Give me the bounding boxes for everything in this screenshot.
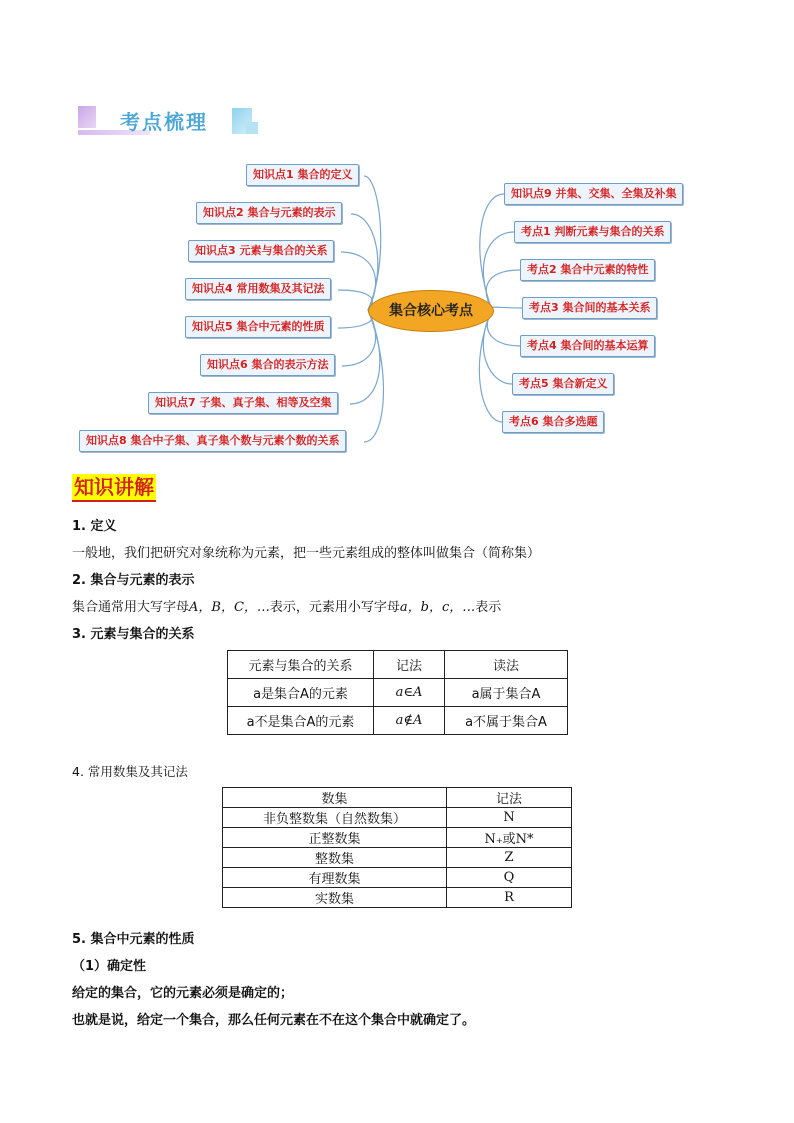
table-cell: a属于集合A: [445, 679, 568, 707]
mind-map-center: 集合核心考点: [368, 290, 494, 332]
mind-map-node-right-7: 考点6 集合多选题: [502, 411, 604, 433]
table-header-cell: 数集: [223, 788, 447, 808]
table-cell: N₊或N*: [447, 828, 572, 848]
section-1-title: 1. 定义: [72, 519, 117, 534]
table-cell: 有理数集: [223, 868, 447, 888]
mind-map-node-left-8: 知识点8 集合中子集、真子集个数与元素个数的关系: [79, 430, 346, 452]
section-2-upper-letters: A，B，C，…: [189, 600, 270, 615]
connector-right-7: [479, 310, 502, 422]
table-row: [223, 848, 572, 868]
table-header-cell: 读法: [445, 651, 568, 679]
mind-map-node-right-2: 考点1 判断元素与集合的关系: [514, 221, 671, 243]
table-cell: 整数集: [223, 848, 447, 868]
table-cell: a是集合A的元素: [228, 679, 374, 707]
table-cell: 正整数集: [223, 828, 447, 848]
header-decoration-right-small: [246, 122, 258, 134]
mind-map-node-right-6: 考点5 集合新定义: [512, 373, 614, 395]
section-2-text: [72, 596, 501, 615]
table-cell: Z: [447, 848, 572, 868]
table-row: [223, 808, 572, 828]
connector-left-4: [338, 290, 372, 310]
mind-map-node-left-2: 知识点2 集合与元素的表示: [196, 202, 342, 224]
mind-map: [0, 150, 794, 460]
table-cell: a不是集合A的元素: [228, 707, 374, 735]
table-header-row: [228, 651, 568, 679]
section-2-text-c: 表示: [475, 600, 502, 615]
mind-map-node-right-3: 考点2 集合中元素的特性: [520, 259, 655, 281]
main-heading: 知识讲解: [72, 474, 156, 502]
table-row: [228, 707, 568, 735]
number-sets-table: [222, 787, 572, 908]
mind-map-node-right-4: 考点3 集合间的基本关系: [522, 297, 657, 319]
section-title: 考点梳理: [120, 110, 208, 134]
section-5-subtitle: （1）确定性: [72, 959, 147, 974]
table-cell: a不属于集合A: [445, 707, 568, 735]
table-cell: a∈A: [374, 679, 445, 707]
section-4-title: 4. 常用数集及其记法: [72, 764, 188, 779]
section-5-line-2: 也就是说，给定一个集合，那么任何元素在不在这个集合中就确定了。: [72, 1013, 476, 1028]
section-2-title: 2. 集合与元素的表示: [72, 573, 195, 588]
table-header-cell: 元素与集合的关系: [228, 651, 374, 679]
mind-map-node-left-1: 知识点1 集合的定义: [246, 164, 359, 186]
element-set-relation-table: [227, 650, 568, 735]
mind-map-node-left-3: 知识点3 元素与集合的关系: [188, 240, 334, 262]
table-cell: Q: [447, 868, 572, 888]
mind-map-node-left-5: 知识点5 集合中元素的性质: [185, 316, 331, 338]
table-cell: N: [447, 808, 572, 828]
table-cell: 非负整数集（自然数集）: [223, 808, 447, 828]
connector-left-3: [341, 252, 376, 310]
connector-right-1: [480, 194, 504, 310]
section-1-text: 一般地，我们把研究对象统称为元素，把一些元素组成的整体叫做集合（简称集）: [72, 546, 541, 561]
table-row: [223, 888, 572, 908]
table-cell: 实数集: [223, 888, 447, 908]
mind-map-node-left-6: 知识点6 集合的表示方法: [200, 354, 335, 376]
section-2-text-a: 集合通常用大写字母: [72, 600, 190, 615]
section-header: [78, 104, 258, 138]
table-row: [223, 828, 572, 848]
section-5-line-1: 给定的集合，它的元素必须是确定的；: [72, 986, 294, 1001]
table-header-row: [223, 788, 572, 808]
connector-left-8: [364, 310, 383, 442]
connector-left-1: [364, 176, 381, 310]
mind-map-node-right-1: 知识点9 并集、交集、全集及补集: [504, 183, 683, 205]
mind-map-node-right-5: 考点4 集合间的基本运算: [520, 335, 655, 357]
table-cell: R: [447, 888, 572, 908]
section-2-lower-letters: a，b，c，…: [399, 600, 476, 615]
mind-map-node-left-4: 知识点4 常用数集及其记法: [185, 278, 331, 300]
table-header-cell: 记法: [374, 651, 445, 679]
table-row: [223, 868, 572, 888]
table-row: [228, 679, 568, 707]
table-header-cell: 记法: [447, 788, 572, 808]
section-5-title: 5. 集合中元素的性质: [72, 932, 195, 947]
section-2-text-b: 表示，元素用小写字母: [269, 600, 400, 615]
header-decoration-left: [78, 106, 96, 128]
mind-map-node-left-7: 知识点7 子集、真子集、相等及空集: [148, 392, 338, 414]
section-3-title: 3. 元素与集合的关系: [72, 627, 195, 642]
table-cell: a∉A: [374, 707, 445, 735]
